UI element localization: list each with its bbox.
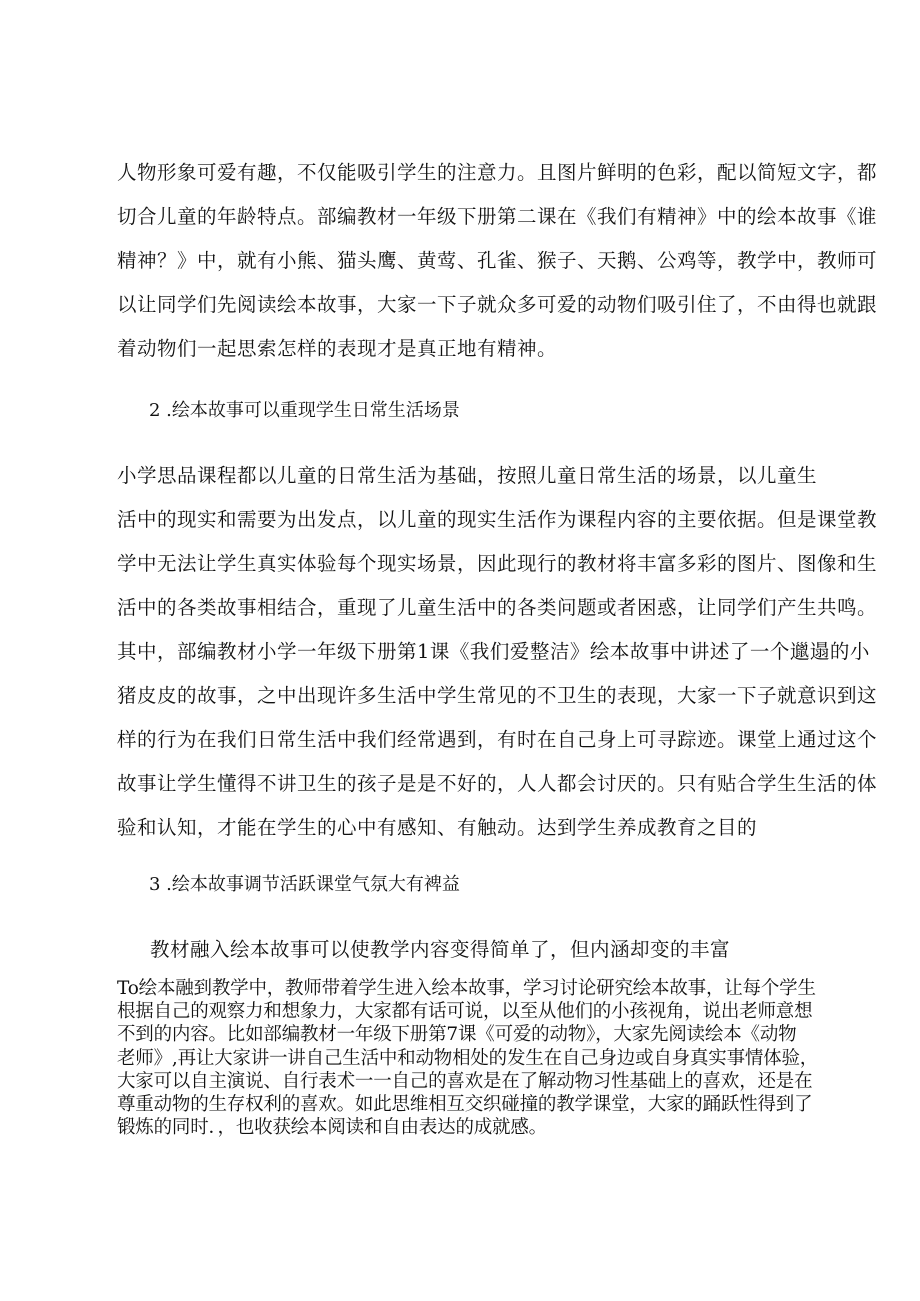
text-line: 以让同学们先阅读绘本故事，大家一下子就众多可爱的动物们吸引住了，不由得也就跟 xyxy=(117,293,878,316)
text-line: 老师》,再让大家讲一讲自己生活中和动物相处的发生在自己身边或自身真实事情体验， xyxy=(117,1048,819,1069)
text-line: 活中的现实和需要为出发点，以儿童的现实生活作为课程内容的主要依据。但是课堂教 xyxy=(117,508,878,531)
text-line: 猪皮皮的故事，之中出现许多生活中学生常见的不卫生的表现，大家一下子就意识到这 xyxy=(117,684,878,707)
text-line: 根据自己的观察力和想象力，大家都有话可说，以至从他们的小孩视角，说出老师意想 xyxy=(117,1001,813,1022)
text-line: 小学思品课程都以儿童的日常生活为基础，按照儿童日常生活的场景，以儿童生 xyxy=(117,464,818,487)
text-line: 样的行为在我们日常生活中我们经常遇到，有时在自己身上可寻踪迹。课堂上通过这个 xyxy=(117,728,878,751)
text-line: 其中，部编教材小学一年级下册第1课《我们爱整洁》绘本故事中讲述了一个邋遢的小 xyxy=(117,640,870,663)
text-line: 人物形象可爱有趣，不仅能吸引学生的注意力。且图片鲜明的色彩，配以简短文字，都 xyxy=(117,161,878,184)
text-line: 故事让学生懂得不讲卫生的孩子是是不好的，人人都会讨厌的。只有贴合学生生活的体 xyxy=(117,772,878,795)
section-heading-2: 2 .绘本故事可以重现学生日常生活场景 xyxy=(149,400,460,421)
text-line: 精神？》中，就有小熊、猫头鹰、黄莺、孔雀、猴子、天鹅、公鸡等，教学中，教师可 xyxy=(117,249,878,272)
text-line: 验和认知，才能在学生的心中有感知、有触动。达到学生养成教育之目的 xyxy=(117,816,758,839)
text-line: 大家可以自主演说、自行表术一一自己的喜欢是在了解动物习性基础上的喜欢，还是在 xyxy=(117,1071,813,1092)
text-line: 学中无法让学生真实体验每个现实场景，因此现行的教材将丰富多彩的图片、图像和生 xyxy=(117,552,878,575)
text-line: 尊重动物的生存权利的喜欢。如此思维相互交织碰撞的教学课堂，大家的踊跃性得到了 xyxy=(117,1094,813,1115)
text-line: 切合儿童的年龄特点。部编教材一年级下册第二课在《我们有精神》中的绘本故事《谁 xyxy=(117,205,878,228)
text-line: 活中的各类故事相结合，重现了儿童生活中的各类问题或者困惑，让同学们产生共鸣。 xyxy=(117,596,878,619)
text-line: 着动物们一起思索怎样的表现才是真正地有精神。 xyxy=(117,337,558,360)
section-heading-3: 3 .绘本故事调节活跃课堂气氛大有裨益 xyxy=(149,874,460,895)
text-line: 锻炼的同时．，也收获绘本阅读和自由表达的成就感。 xyxy=(117,1117,547,1138)
paragraph-3-intro: 教材融入绘本故事可以使教学内容变得简单了，但内涵却变的丰富 xyxy=(150,938,731,961)
text-line: To绘本融到教学中，教师带着学生进入绘本故事，学习讨论研究绘本故事，让每个学生 xyxy=(117,978,816,999)
text-line: 不到的内容。比如部编教材一年级下册第7课《可爱的动物》，大家先阅读绘本《动物 xyxy=(117,1024,797,1045)
